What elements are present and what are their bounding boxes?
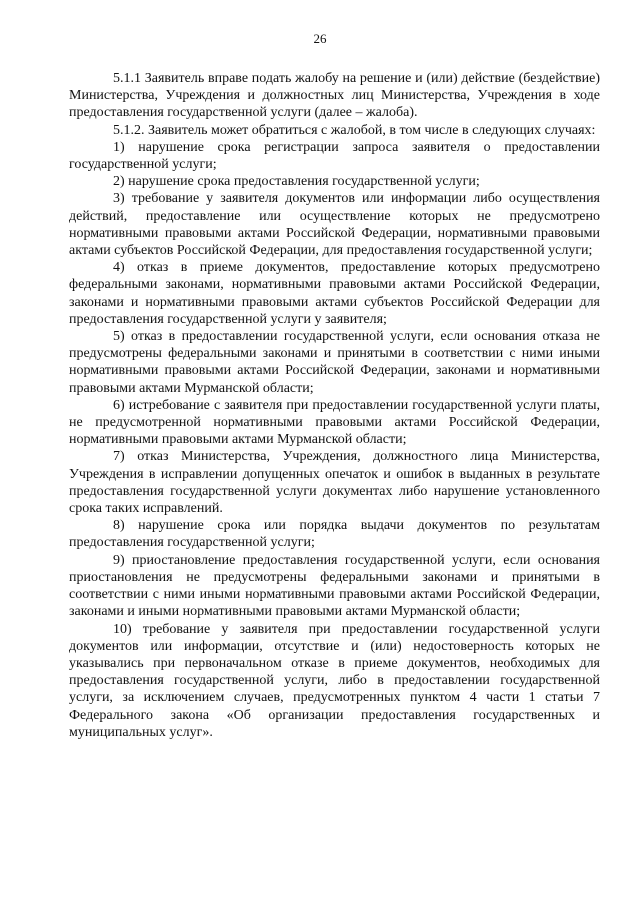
list-item-8: 8) нарушение срока или порядка выдачи документов по результатам предоставления государственной услуги; xyxy=(69,518,600,551)
list-item-4: 4) отказ в приеме документов, предоставление которых предусмотрено федеральными законами, нормативными правовыми актами Российской Федерации, законами и нормативными правовыми актами субъектов Российской Федерации для предоставления государственной услуги у заявителя; xyxy=(69,260,600,327)
list-item-1: 1) нарушение срока регистрации запроса заявителя о предоставлении государственной услуги; xyxy=(69,139,600,173)
list-item-7: 7) отказ Министерства, Учреждения, должностного лица Министерства, Учреждения в исправлении допущенных опечаток и ошибок в выданных в результате предоставления государственной услуги документах либо нарушение установленного срока таких исправлений. xyxy=(69,449,600,517)
list-item-5: 5) отказ в предоставлении государственной услуги, если основания отказа не предусмотрены федеральными законами и принятыми в соответствии с ними иными нормативными правовыми актами Российской Федерации, законами и нормативными правовыми актами Мурманской области; xyxy=(69,329,600,396)
list-item-2: 2) нарушение срока предоставления государственной услуги; xyxy=(113,174,480,190)
page-number: 26 xyxy=(313,31,327,46)
list-item-3: 3) требование у заявителя документов или информации либо осуществления действий, предоставление или осуществление которых не предусмотрено нормативными правовыми актами Российской Федерации, нормативными правовыми актами субъектов Российской Федерации, для предоставления государственной услуги; xyxy=(69,191,600,259)
list-item-9: 9) приостановление предоставления государственной услуги, если основания приостановления не предусмотрены федеральными законами и принятыми в соответствии с ними иными нормативными правовыми актами Российской Федерации, законами и иными нормативными правовыми актами Мурманской области; xyxy=(69,552,600,620)
list-item-6: 6) истребование с заявителя при предоставлении государственной услуги платы, не предусмотренной нормативными правовыми актами Российской Федерации, нормативными правовыми актами Мурманской области; xyxy=(69,397,600,448)
paragraph-5-1-2: 5.1.2. Заявитель может обратиться с жалобой, в том числе в следующих случаях: xyxy=(113,122,596,138)
paragraph-5-1-1: 5.1.1 Заявитель вправе подать жалобу на решение и (или) действие (бездействие) Министерства, Учреждения и должностных лиц Министерства, Учреждения в ходе предоставления государственной услуги (далее – жалоба). xyxy=(69,71,600,121)
document-body xyxy=(69,70,600,741)
list-item-10: 10) требование у заявителя при предоставлении государственной услуги документов или информации, отсутствие и (или) недостоверность которых не указывались при первоначальном отказе в приеме документов, необходимых для предоставления государственной услуги, либо в предоставлении государственной услуги, за исключением случаев, предусмотренных пунктом 4 части 1 статьи 7 Федерального закона «Об организации предоставления государственных и муниципальных услуг». xyxy=(69,621,600,740)
